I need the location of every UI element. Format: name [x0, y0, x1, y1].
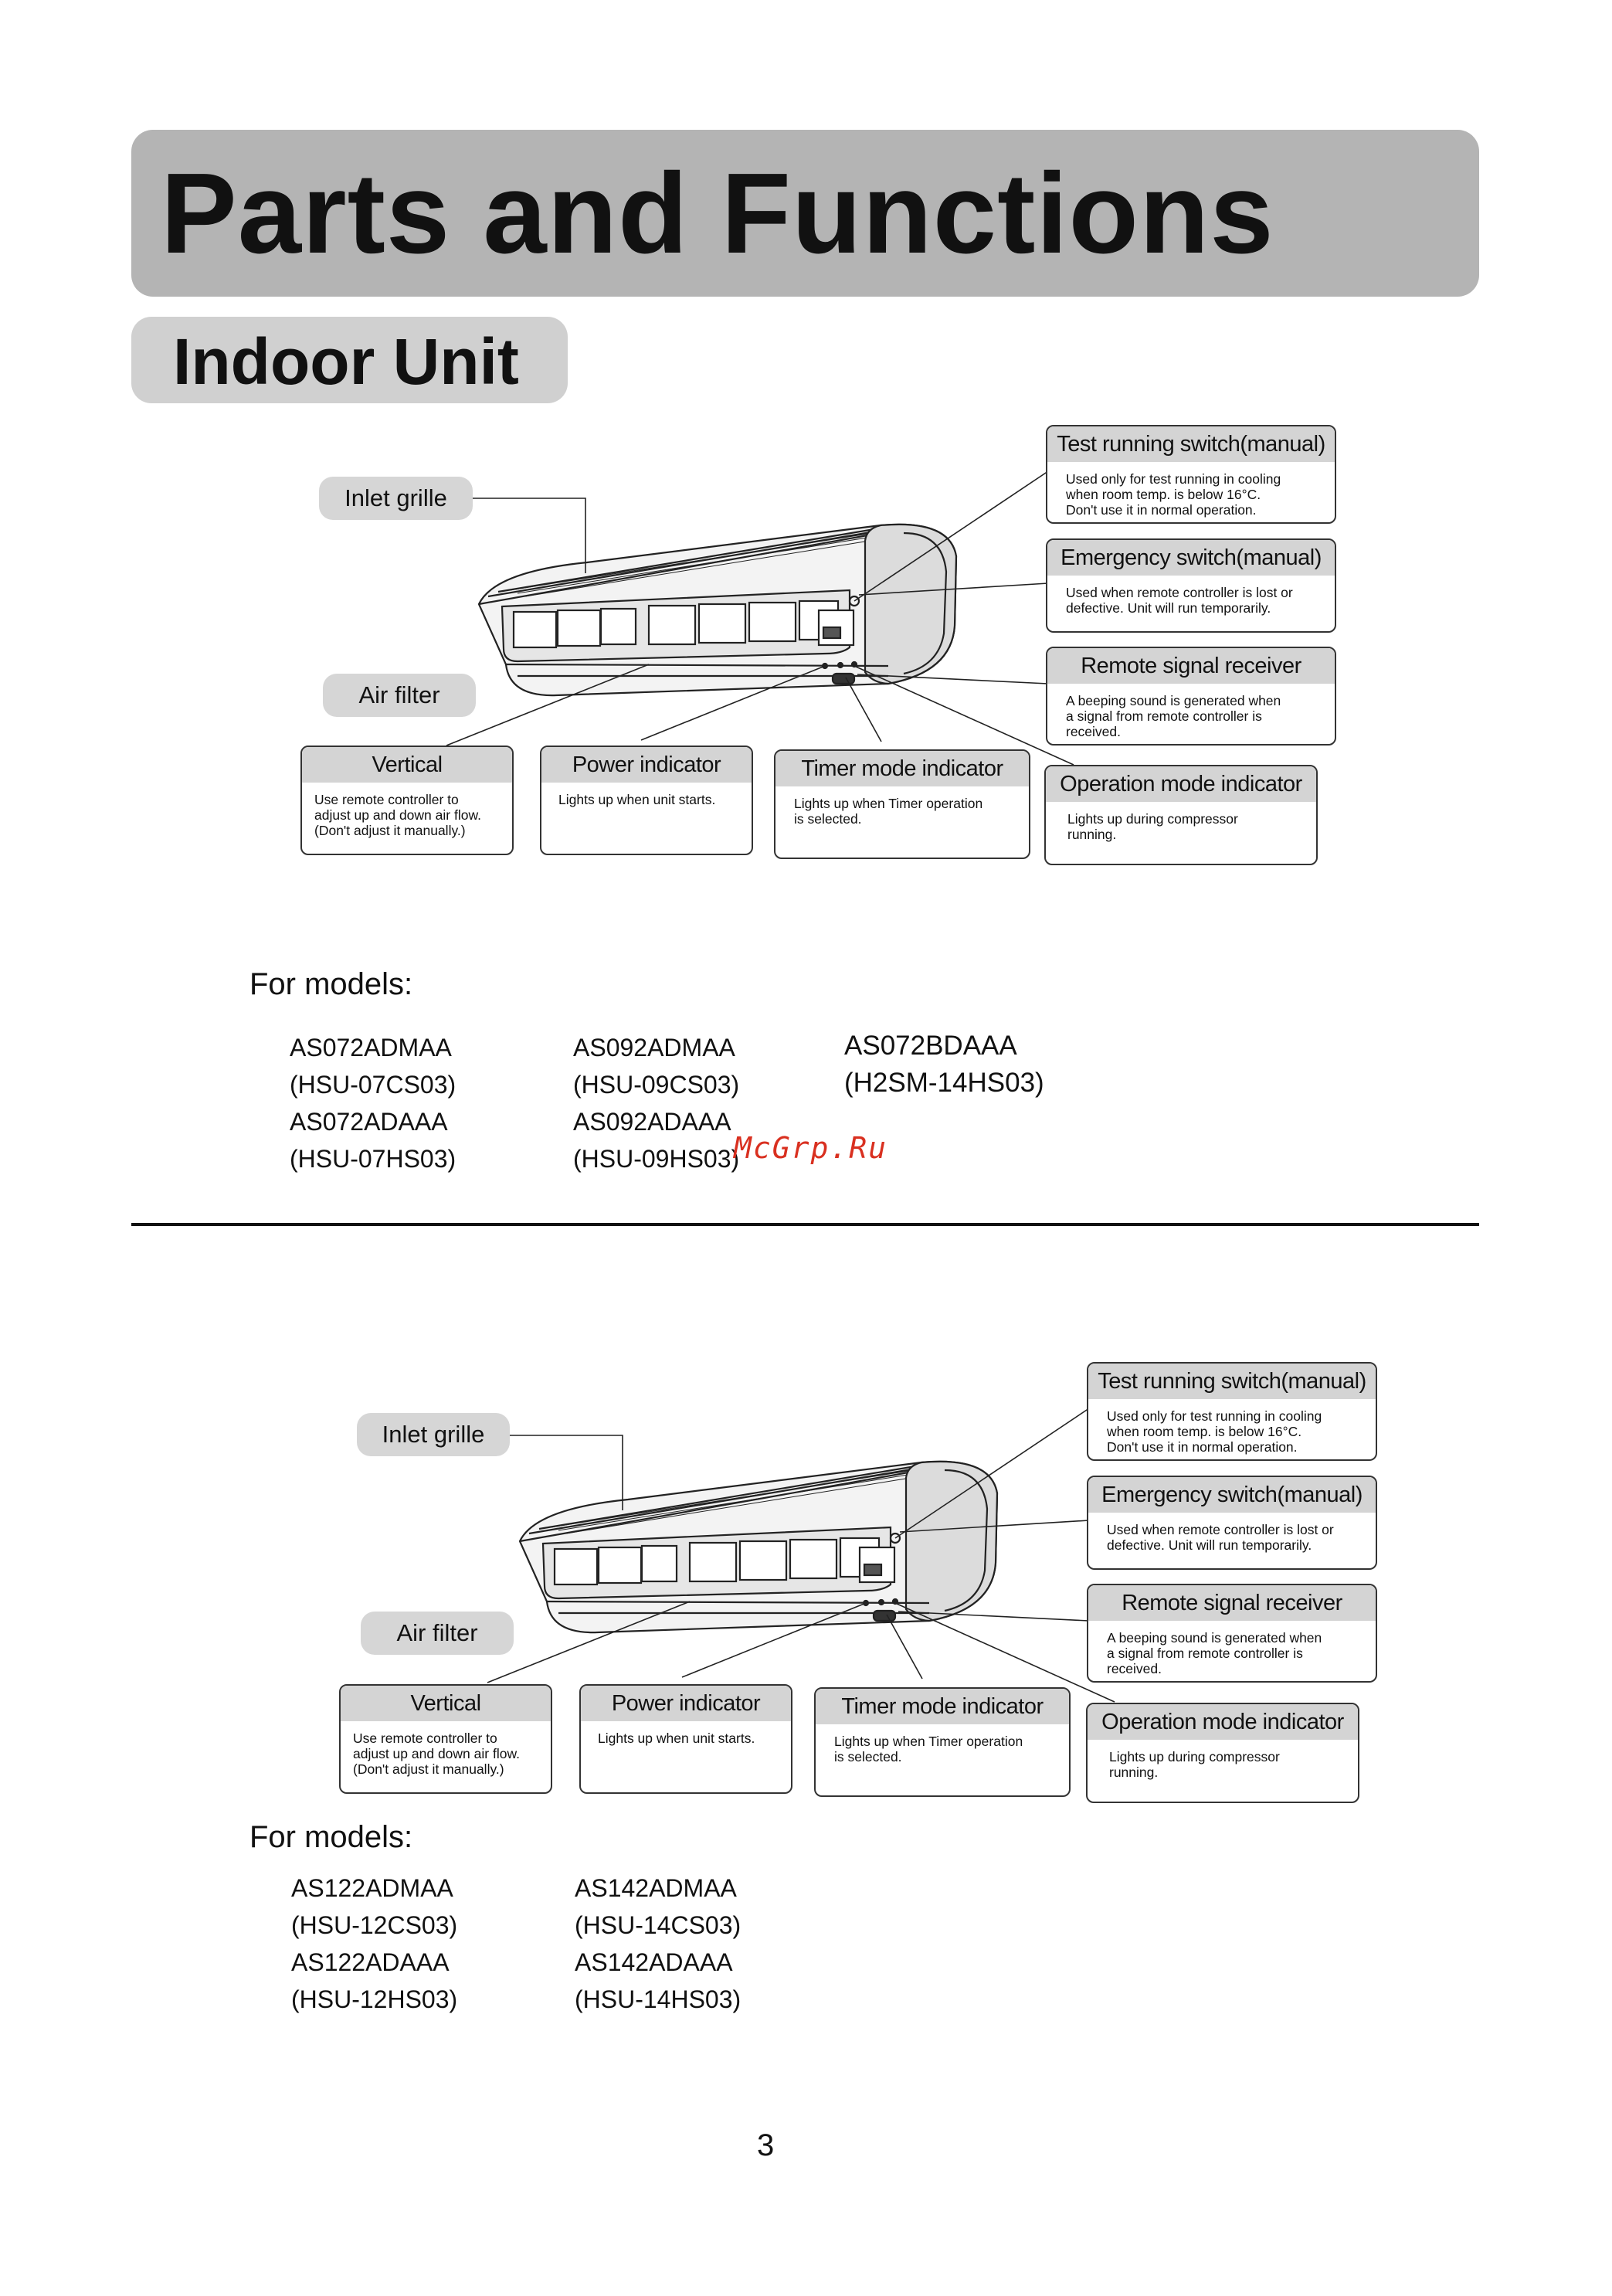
model-item: AS072ADAAA [290, 1108, 448, 1136]
timer-indicator-title: Timer mode indicator [775, 751, 1029, 786]
remote-receiver-title: Remote signal receiver [1047, 648, 1335, 684]
emergency-switch-desc: Used when remote controller is lost or defective. Unit will run temporarily. [1107, 1522, 1334, 1553]
operation-indicator-title: Operation mode indicator [1046, 766, 1316, 802]
power-indicator-desc: Lights up when unit starts. [558, 792, 716, 807]
model-item: (HSU-12HS03) [291, 1985, 458, 2013]
model-item: AS092ADAAA [573, 1108, 731, 1136]
model-item: (HSU-09HS03) [573, 1145, 740, 1173]
power-indicator-title: Power indicator [581, 1686, 791, 1721]
model-item: AS072BDAAA [844, 1031, 1017, 1061]
watermark: McGrp.Ru [734, 1131, 888, 1165]
model-item: (HSU-07HS03) [290, 1145, 456, 1173]
model-item: AS142ADAAA [575, 1948, 733, 1976]
vertical-title: Vertical [302, 747, 512, 783]
operation-indicator-title: Operation mode indicator [1088, 1704, 1358, 1740]
timer-indicator-title: Timer mode indicator [816, 1689, 1069, 1724]
model-item: AS092ADMAA [573, 1034, 735, 1061]
vertical-callout [300, 746, 514, 855]
models-heading-2: For models: [249, 1820, 413, 1854]
models-col-2a [291, 1870, 457, 2018]
timer-indicator-callout [774, 749, 1030, 859]
model-item: (HSU-14HS03) [575, 1985, 742, 2013]
remote-receiver-desc: A beeping sound is generated when a signal from remote controller is received. [1066, 693, 1281, 739]
page-title: Parts and Functions [161, 150, 1274, 277]
air-filter-label: Air filter [361, 1612, 514, 1655]
model-item: AS072ADMAA [290, 1034, 452, 1061]
power-indicator-callout [540, 746, 753, 855]
vertical-callout [339, 1684, 552, 1794]
test-switch-desc: Used only for test running in cooling when room temp. is below 16°C. Don't use it in normal operation. [1066, 471, 1281, 518]
emergency-switch-callout [1087, 1476, 1377, 1570]
page-number: 3 [757, 2128, 775, 2162]
remote-receiver-title: Remote signal receiver [1088, 1585, 1376, 1621]
air-filter-label: Air filter [323, 674, 476, 717]
model-item: (HSU-14CS03) [575, 1911, 742, 1939]
model-item: (H2SM-14HS03) [844, 1068, 1044, 1098]
test-switch-desc: Used only for test running in cooling when room temp. is below 16°C. Don't use it in normal operation. [1107, 1408, 1322, 1455]
vertical-title: Vertical [341, 1686, 551, 1721]
test-switch-callout [1046, 425, 1336, 524]
emergency-switch-callout [1046, 538, 1336, 633]
model-item: AS142ADMAA [575, 1874, 737, 1902]
inlet-grille-label: Inlet grille [319, 477, 473, 520]
model-item: (HSU-12CS03) [291, 1911, 458, 1939]
models-heading-1: For models: [249, 967, 413, 1001]
model-item: (HSU-09CS03) [573, 1071, 740, 1099]
remote-receiver-desc: A beeping sound is generated when a signal from remote controller is received. [1107, 1630, 1322, 1676]
emergency-switch-desc: Used when remote controller is lost or defective. Unit will run temporarily. [1066, 585, 1293, 616]
operation-indicator-desc: Lights up during compressor running. [1067, 811, 1238, 842]
model-item: AS122ADAAA [291, 1948, 450, 1976]
test-switch-title: Test running switch(manual) [1088, 1364, 1376, 1399]
operation-indicator-desc: Lights up during compressor running. [1109, 1749, 1280, 1780]
test-switch-callout [1087, 1362, 1377, 1461]
power-indicator-title: Power indicator [541, 747, 752, 783]
operation-indicator-callout [1086, 1703, 1359, 1803]
vertical-desc: Use remote controller to adjust up and down air flow. (Don't adjust it manually.) [353, 1730, 520, 1777]
remote-receiver-callout [1046, 647, 1336, 746]
operation-indicator-callout [1044, 765, 1318, 865]
emergency-switch-title: Emergency switch(manual) [1047, 540, 1335, 576]
remote-receiver-callout [1087, 1584, 1377, 1683]
section-title: Indoor Unit [173, 325, 519, 398]
models-col-2b [575, 1870, 741, 2018]
emergency-switch-title: Emergency switch(manual) [1088, 1477, 1376, 1513]
model-item: (HSU-07CS03) [290, 1071, 456, 1099]
timer-indicator-desc: Lights up when Timer operation is selected. [794, 796, 983, 827]
test-switch-title: Test running switch(manual) [1047, 426, 1335, 462]
timer-indicator-callout [814, 1687, 1071, 1797]
inlet-grille-label: Inlet grille [357, 1413, 510, 1456]
power-indicator-callout [579, 1684, 792, 1794]
power-indicator-desc: Lights up when unit starts. [598, 1730, 755, 1746]
timer-indicator-desc: Lights up when Timer operation is selected. [834, 1734, 1023, 1764]
model-item: AS122ADMAA [291, 1874, 453, 1902]
vertical-desc: Use remote controller to adjust up and down air flow. (Don't adjust it manually.) [314, 792, 481, 838]
